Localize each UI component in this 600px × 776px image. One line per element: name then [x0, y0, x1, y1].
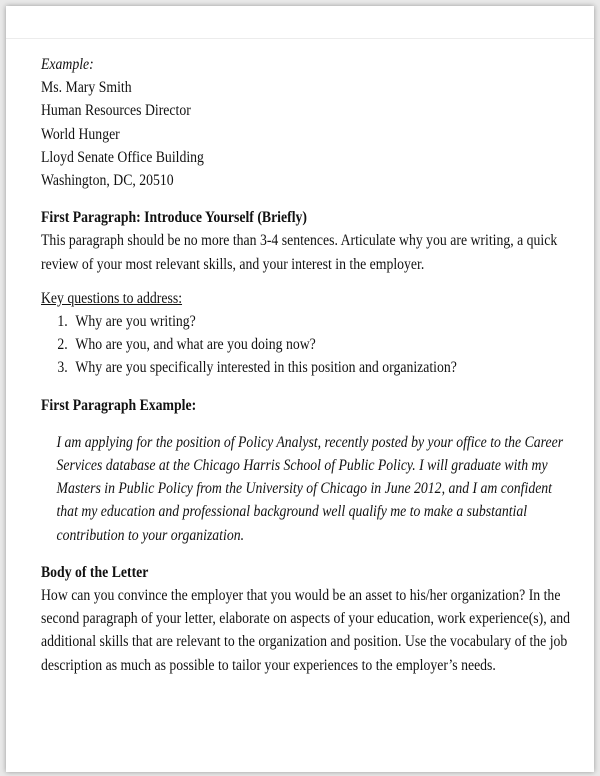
document-page	[6, 6, 594, 772]
paragraph-line: I am applying for the position of Policy Analyst, recently posted by your office to the Career	[56, 433, 564, 451]
paragraph-line: Masters in Public Policy from the University of Chicago in June 2012, and I am confident	[56, 480, 553, 498]
key-questions-list	[41, 310, 561, 380]
key-questions-heading: Key questions to address:	[41, 289, 183, 307]
list-item: 1. Why are you writing?	[57, 313, 196, 331]
section-heading: First Paragraph Example:	[41, 396, 197, 414]
first-paragraph-section	[41, 206, 561, 276]
paragraph-line: description as much as possible to tailor your experiences to the employer’s needs.	[41, 656, 496, 674]
paragraph-line: review of your most relevant skills, and your interest in the employer.	[41, 255, 425, 273]
paragraph-line: Services database at the Chicago Harris School of Public Policy. I will graduate with my	[56, 457, 548, 475]
address-line: Lloyd Senate Office Building	[41, 148, 204, 166]
address-line: Human Resources Director	[41, 102, 191, 120]
key-questions-section	[41, 287, 561, 380]
paragraph-line: This paragraph should be no more than 3-4 sentences. Articulate why you are writing, a quick	[41, 232, 558, 250]
recipient-address	[41, 76, 561, 192]
example-paragraph	[41, 431, 564, 547]
address-line: Washington, DC, 20510	[41, 172, 174, 190]
paragraph-line: that my education and professional background well qualify me to make a substantial	[56, 503, 528, 521]
page-divider	[6, 38, 594, 39]
address-line: World Hunger	[41, 125, 120, 143]
document-content	[41, 53, 570, 677]
body-section	[41, 561, 570, 677]
address-line: Ms. Mary Smith	[41, 79, 132, 97]
section-heading: First Paragraph: Introduce Yourself (Briefly)	[41, 209, 307, 227]
paragraph-line: second paragraph of your letter, elaborate on aspects of your education, work experience(s), and	[41, 610, 570, 628]
list-item: 2. Who are you, and what are you doing now?	[57, 336, 316, 354]
section-heading: Body of the Letter	[41, 563, 149, 581]
paragraph-line: additional skills that are relevant to the organization and position. Use the vocabulary of the job	[41, 633, 568, 651]
list-item: 3. Why are you specifically interested in this position and organization?	[57, 359, 457, 377]
example-label: Example:	[41, 56, 94, 73]
paragraph-line: contribution to your organization.	[56, 526, 245, 544]
paragraph-line: How can you convince the employer that you would be an asset to his/her organization? In the	[41, 587, 561, 605]
example-section	[41, 394, 564, 547]
